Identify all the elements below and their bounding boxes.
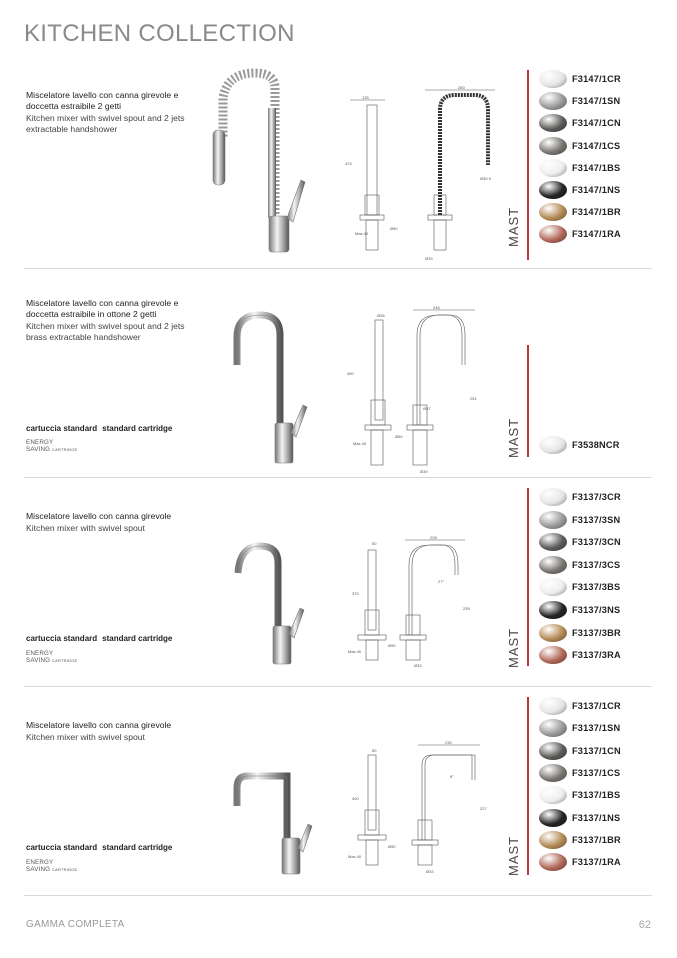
series-label: MAST [506, 835, 521, 876]
description-english: Kitchen mixer with swivel spout [26, 523, 145, 533]
finish-code: F3137/1BR [572, 834, 621, 845]
finish-item [539, 578, 659, 598]
finish-swatch [539, 646, 567, 664]
series-divider-line [527, 70, 529, 260]
finish-swatch [539, 181, 567, 199]
finish-swatch [539, 533, 567, 551]
dimension-label: 370 [352, 591, 359, 596]
dimension-label: Max.40 [355, 231, 369, 236]
finish-item [539, 809, 659, 829]
finish-code: F3147/1CN [572, 118, 621, 129]
finish-code: F3137/3RA [572, 650, 621, 661]
finish-swatch [539, 786, 567, 804]
cartridge-label [26, 843, 177, 852]
series-divider-line [527, 345, 529, 457]
finish-swatch [539, 92, 567, 110]
description-italian: Miscelatore lavello con canna girevole [26, 720, 172, 730]
finish-code: F3137/3CS [572, 559, 621, 570]
dimension-label: Max.40 [353, 441, 367, 446]
product-description-1 [26, 90, 196, 135]
finish-code: F3137/1NS [572, 812, 621, 823]
product-description-2 [26, 298, 196, 343]
finish-swatch [539, 203, 567, 221]
finish-swatch [539, 624, 567, 642]
dimension-label: 50 [372, 541, 377, 546]
cartridge-english: standard cartridge [102, 843, 173, 852]
dimension-label: 135 [362, 95, 369, 100]
dimension-label: 50 [372, 748, 377, 753]
finish-item [539, 181, 659, 201]
faucet-photo-4 [225, 768, 325, 878]
faucet-photo-2 [225, 305, 325, 465]
finish-code: F3137/1CR [572, 701, 621, 711]
dimension-label: Ø33 [426, 869, 434, 874]
finish-item [539, 114, 659, 134]
finish-item [539, 853, 659, 873]
series-divider-line [527, 697, 529, 875]
finish-code: F3137/1SN [572, 723, 621, 734]
energy-saving-logo: ENERGY SAVING CARTRIDGE [26, 439, 78, 453]
finish-item [539, 601, 659, 621]
cartridge-english: standard cartridge [102, 424, 173, 433]
cartridge-label [26, 634, 177, 643]
finish-swatch [539, 831, 567, 849]
cartridge-label [26, 424, 177, 433]
page-title: KITCHEN COLLECTION [24, 20, 295, 47]
series-divider-line [527, 488, 529, 666]
finish-code: F3137/1CN [572, 745, 621, 756]
energy-saving-logo: ENERGY SAVING CARTRIDGE [26, 650, 78, 664]
finish-item [539, 203, 659, 223]
finish-code: F3137/3BS [572, 582, 621, 593]
dimension-label: Max.40 [348, 649, 362, 654]
section-separator [24, 477, 652, 478]
dimension-label: 227 [480, 806, 487, 811]
dimension-label: Ø39 [420, 469, 428, 474]
dimension-label: Ø50 [388, 643, 396, 648]
finish-code: F3147/1CS [572, 140, 621, 151]
dimension-label: Ø57 [423, 406, 431, 411]
dimension-label: Ø33 [414, 663, 422, 668]
finish-swatch [539, 436, 567, 454]
finish-item [539, 786, 659, 806]
finish-swatch [539, 225, 567, 243]
faucet-photo-1 [205, 68, 315, 258]
dimension-label: 246 [433, 305, 440, 310]
description-english: Kitchen mixer with swivel spout [26, 732, 145, 742]
finish-swatch [539, 137, 567, 155]
description-italian: Miscelatore lavello con canna girevole [26, 511, 172, 521]
finish-swatch [539, 488, 567, 506]
technical-drawing-3 [340, 535, 510, 670]
finish-code: F3147/1BR [572, 207, 621, 218]
dimension-label: 226 [430, 535, 437, 540]
section-separator [24, 268, 652, 269]
finish-item [539, 70, 659, 90]
technical-drawing-1 [330, 85, 510, 265]
series-label: MAST [506, 627, 521, 668]
description-english: Kitchen mixer with swivel spout and 2 jets brass extractable handshower [26, 321, 185, 342]
dimension-label: Ø28 [377, 313, 385, 318]
description-english: Kitchen mixer with swivel spout and 2 jets extractable handshower [26, 113, 185, 134]
finish-code: F3137/1RA [572, 857, 621, 868]
finish-code: F3137/3BR [572, 627, 621, 638]
finish-item [539, 159, 659, 179]
energy-saving-logo: ENERGY SAVING CARTRIDGE [26, 859, 78, 873]
finish-code: F3538NCR [572, 440, 620, 450]
finish-swatch [539, 70, 567, 88]
finish-item [539, 742, 659, 762]
finish-code: F3147/1NS [572, 185, 621, 195]
dimension-label: 300 [352, 796, 359, 801]
dimension-label: 280 [458, 85, 465, 90]
dimension-label: 450 [347, 371, 354, 376]
finish-item [539, 646, 659, 666]
finish-swatch [539, 719, 567, 737]
footer-label: GAMMA COMPLETA [26, 919, 125, 930]
finish-code: F3137/3SN [572, 514, 621, 525]
description-italian: Miscelatore lavello con canna girevole e doccetta estraibile in ottone 2 getti [26, 298, 179, 319]
dimension-label: 474 [345, 161, 352, 166]
finish-item [539, 436, 659, 456]
dimension-label: 6° [450, 774, 454, 779]
dimension-label: Ø50 [395, 434, 403, 439]
finish-code: F3137/1CS [572, 767, 621, 778]
finish-code: F3137/3NS [572, 605, 621, 615]
finish-swatch [539, 159, 567, 177]
finish-item [539, 137, 659, 157]
dimension-label: 230 [445, 740, 452, 745]
finish-item [539, 556, 659, 576]
cartridge-italian: cartuccia standard [26, 843, 98, 852]
finish-code: F3137/3CN [572, 537, 621, 548]
product-description-3 [26, 511, 196, 534]
finish-code: F3137/3CR [572, 492, 621, 502]
finish-swatch [539, 114, 567, 132]
finish-item [539, 624, 659, 644]
section-separator [24, 895, 652, 896]
finish-item [539, 488, 659, 508]
finish-swatch [539, 853, 567, 871]
dimension-label: Ø33 [425, 256, 433, 261]
dimension-label: Ø50 [390, 226, 398, 231]
cartridge-english: standard cartridge [102, 634, 173, 643]
finish-code: F3137/1BS [572, 790, 621, 801]
cartridge-italian: cartuccia standard [26, 634, 98, 643]
finish-item [539, 697, 659, 717]
finish-swatch [539, 556, 567, 574]
finish-swatch [539, 511, 567, 529]
technical-drawing-4 [340, 740, 510, 880]
section-separator [24, 686, 652, 687]
finish-swatch [539, 601, 567, 619]
series-label: MAST [506, 417, 521, 458]
finish-item [539, 511, 659, 531]
finish-item [539, 831, 659, 851]
dimension-label: Max.40 [348, 854, 362, 859]
finish-code: F3147/1SN [572, 96, 621, 107]
finish-item [539, 533, 659, 553]
product-description-4 [26, 720, 196, 743]
dimension-label: 251 [470, 396, 477, 401]
description-italian: Miscelatore lavello con canna girevole e doccetta estraibile 2 getti [26, 90, 179, 111]
finish-item [539, 225, 659, 245]
finish-swatch [539, 742, 567, 760]
dimension-label: 27° [438, 579, 445, 584]
finish-swatch [539, 809, 567, 827]
finish-item [539, 764, 659, 784]
finish-code: F3147/1BS [572, 162, 621, 173]
finish-swatch [539, 578, 567, 596]
series-label: MAST [506, 206, 521, 247]
dimension-label: 235 [463, 606, 470, 611]
page-number: 62 [638, 919, 651, 931]
finish-swatch [539, 764, 567, 782]
finish-item [539, 92, 659, 112]
dimension-label: Ø30.9 [480, 176, 491, 181]
faucet-photo-3 [228, 538, 328, 668]
technical-drawing-2 [335, 305, 510, 480]
finish-code: F3147/1RA [572, 229, 621, 240]
finish-swatch [539, 697, 567, 715]
finish-item [539, 719, 659, 739]
dimension-label: Ø50 [388, 844, 396, 849]
finish-code: F3147/1CR [572, 74, 621, 84]
cartridge-italian: cartuccia standard [26, 424, 98, 433]
